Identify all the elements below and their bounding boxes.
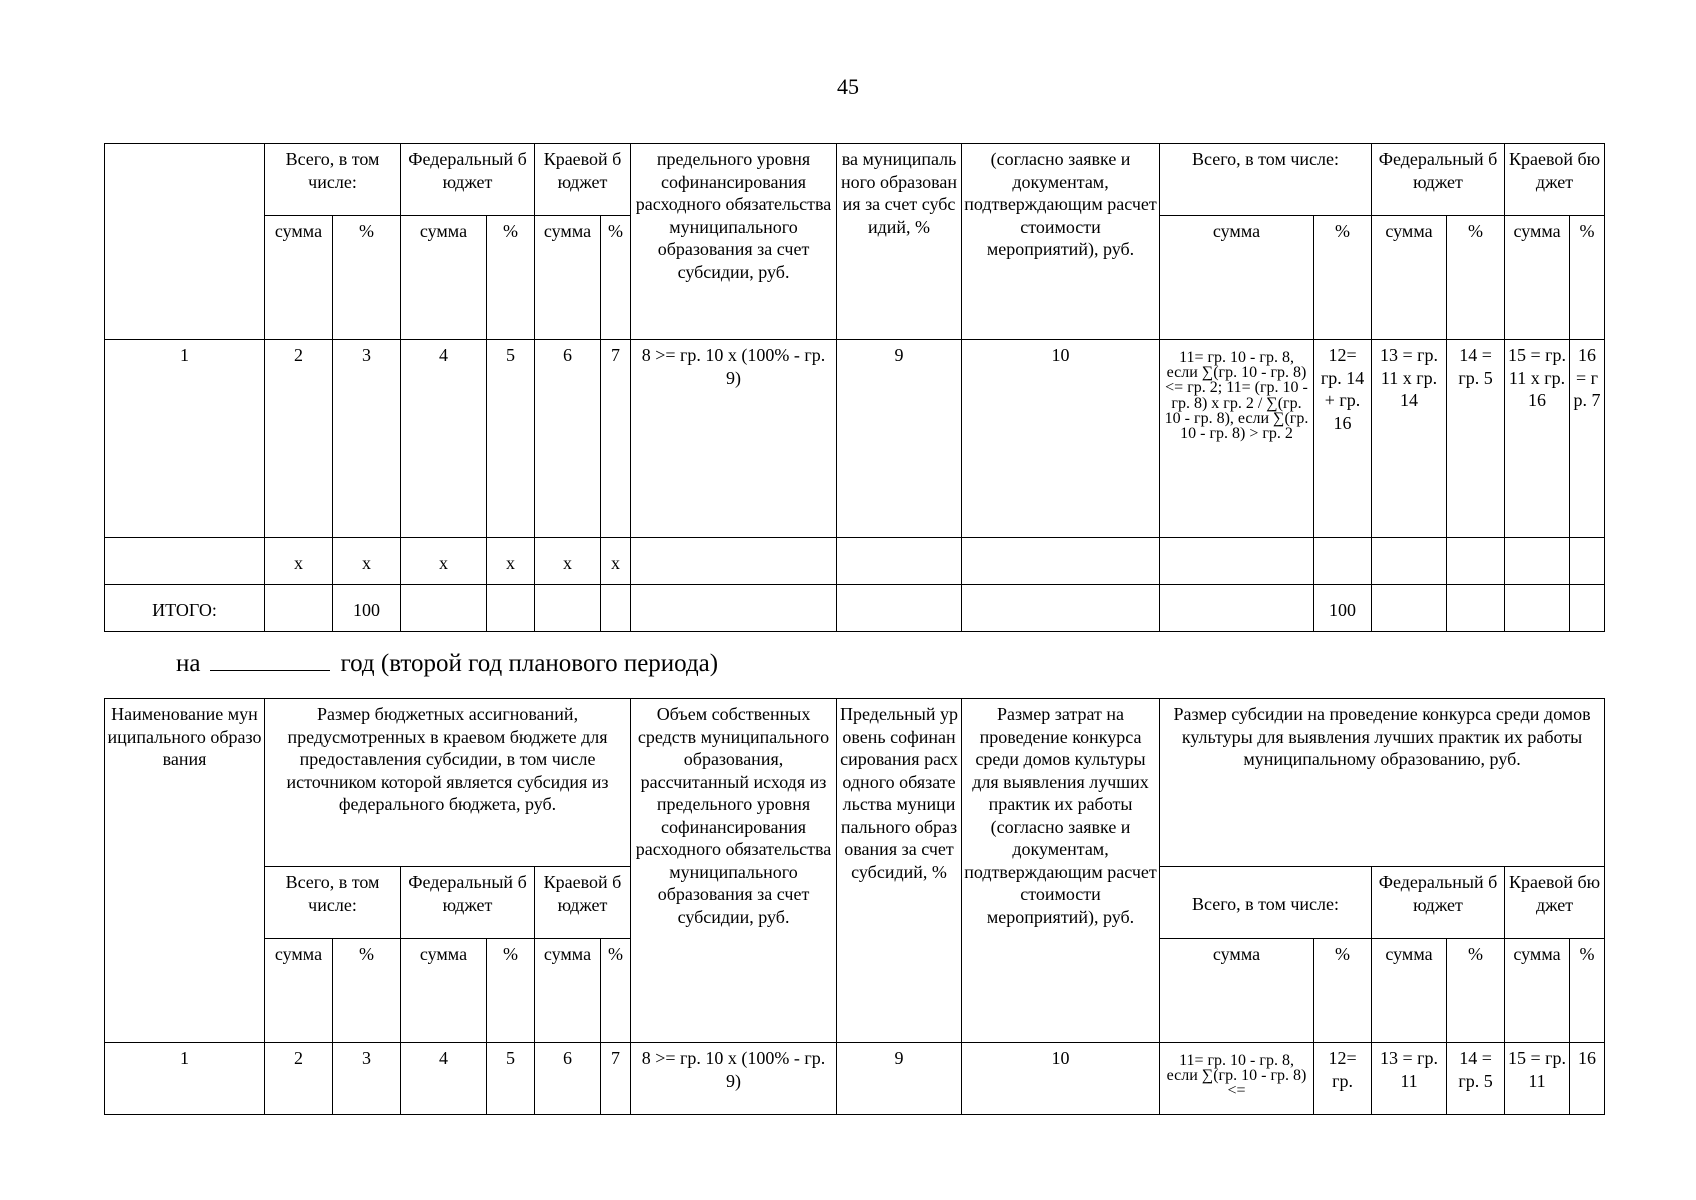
header-row-main <box>105 699 1605 867</box>
empty-cell <box>1160 585 1314 632</box>
percent-header: % <box>1570 939 1605 1043</box>
column-number: 2 <box>265 1043 333 1115</box>
column-formula: 16 = гр. 7 <box>1570 340 1605 538</box>
sum-header: сумма <box>1160 939 1314 1043</box>
percent-header: % <box>601 939 631 1043</box>
own-funds-header: предельного уровня софинансирования расходного обязательства муниципального образования за счет субсидии, руб. <box>631 144 837 340</box>
empty-cell <box>1570 585 1605 632</box>
column-formula: 12= гр. 14 + гр. 16 <box>1314 340 1372 538</box>
sum-header: сумма <box>265 939 333 1043</box>
section-title <box>176 648 718 678</box>
percent-header: % <box>333 939 401 1043</box>
column-number: 1 <box>105 1043 265 1115</box>
empty-cell <box>837 538 962 585</box>
x-mark: x <box>535 538 601 585</box>
total-percent-allocations: 100 <box>333 585 401 632</box>
column-number: 3 <box>333 1043 401 1115</box>
sum-header: сумма <box>1372 939 1447 1043</box>
empty-cell <box>1447 585 1505 632</box>
allocations-header: Размер бюджетных ассигнований, предусмотренных в краевом бюджете для предоставления субсидии, в том числе источником которой является субсидия из федерального бюджета, руб. <box>265 699 631 867</box>
own-funds-header: Объем собственных средств муниципального образования, рассчитанный исходя из предельного уровня софинансирования расходного обязательства муниципального образования за счет субсидии, руб. <box>631 699 837 1043</box>
allocations-total-header: Всего, в том числе: <box>265 867 401 939</box>
empty-cell <box>1505 538 1570 585</box>
header-row-groups <box>105 144 1605 216</box>
column-number: 2 <box>265 340 333 538</box>
column-formula: 16 <box>1570 1043 1605 1115</box>
sum-header: сумма <box>535 939 601 1043</box>
percent-header: % <box>1447 939 1505 1043</box>
total-percent-subsidy: 100 <box>1314 585 1372 632</box>
column-number: 10 <box>962 1043 1160 1115</box>
percent-header: % <box>1314 939 1372 1043</box>
allocations-federal-header: Федеральный бюджет <box>401 144 535 216</box>
allocations-regional-header: Краевой бюджет <box>535 867 631 939</box>
year-blank-line <box>210 648 330 671</box>
allocations-total-header: Всего, в том числе: <box>265 144 401 216</box>
empty-cell <box>1372 538 1447 585</box>
subsidy-total-header: Всего, в том числе: <box>1160 144 1372 216</box>
column-formula: 15 = гр. 11 x гр. 16 <box>1505 340 1570 538</box>
sum-header: сумма <box>1505 216 1570 340</box>
column-formula: 14 = гр. 5 <box>1447 340 1505 538</box>
empty-cell <box>1570 538 1605 585</box>
empty-cell <box>631 538 837 585</box>
column-number: 7 <box>601 1043 631 1115</box>
empty-cell <box>1372 585 1447 632</box>
section-title-prefix: на <box>176 650 201 677</box>
column-number: 9 <box>837 1043 962 1115</box>
cofinancing-level-header: Предельный уровень софинансирования расходного обязательства муниципального образования за счет субсидий, % <box>837 699 962 1043</box>
x-mark: x <box>487 538 535 585</box>
column-number: 6 <box>535 1043 601 1115</box>
column-number: 5 <box>487 1043 535 1115</box>
column-formula: 8 >= гр. 10 x (100% - гр. 9) <box>631 340 837 538</box>
column-number: 3 <box>333 340 401 538</box>
column-number: 9 <box>837 340 962 538</box>
empty-cell <box>962 538 1160 585</box>
subsidy-header: Размер субсидии на проведение конкурса среди домов культуры для выявления лучших практик их работы муниципальному образованию, руб. <box>1160 699 1605 867</box>
percent-header: % <box>601 216 631 340</box>
column-formula: 14 = гр. 5 <box>1447 1043 1505 1115</box>
empty-cell <box>631 585 837 632</box>
column-formula: 8 >= гр. 10 x (100% - гр. 9) <box>631 1043 837 1115</box>
x-marks-row <box>105 538 1605 585</box>
column-numbers-row <box>105 340 1605 538</box>
percent-header: % <box>333 216 401 340</box>
percent-header: % <box>1447 216 1505 340</box>
total-label: ИТОГО: <box>105 585 265 632</box>
subsidy-regional-header: Краевой бюджет <box>1505 144 1605 216</box>
column-number: 7 <box>601 340 631 538</box>
empty-cell <box>601 585 631 632</box>
column-number: 1 <box>105 340 265 538</box>
subsidy-table-first-year <box>104 143 1605 632</box>
empty-cell <box>1314 538 1372 585</box>
page-number: 45 <box>837 74 859 99</box>
x-mark: x <box>601 538 631 585</box>
subsidy-federal-header: Федеральный бюджет <box>1372 867 1505 939</box>
percent-header: % <box>487 216 535 340</box>
sum-header: сумма <box>1372 216 1447 340</box>
municipality-header: Наименование муниципального образования <box>105 699 265 1043</box>
percent-header: % <box>1570 216 1605 340</box>
column-number: 4 <box>401 1043 487 1115</box>
column-formula: 11= гр. 10 - гр. 8, если ∑(гр. 10 - гр. 8) <= гр. 2; 11= (гр. 10 - гр. 8) x гр. 2 / ∑(гр. 10 - гр. 8), если ∑(гр. 10 - гр. 8) > гр. 2 <box>1160 340 1314 538</box>
column-number: 6 <box>535 340 601 538</box>
x-mark: x <box>265 538 333 585</box>
column-number: 10 <box>962 340 1160 538</box>
empty-cell <box>105 538 265 585</box>
sum-header: сумма <box>401 939 487 1043</box>
column-formula: 15 = гр. 11 <box>1505 1043 1570 1115</box>
sum-header: сумма <box>535 216 601 340</box>
subsidy-regional-header: Краевой бюджет <box>1505 867 1605 939</box>
allocations-federal-header: Федеральный бюджет <box>401 867 535 939</box>
column-formula: 11= гр. 10 - гр. 8, если ∑(гр. 10 - гр. 8) <= <box>1160 1043 1314 1115</box>
empty-cell <box>265 585 333 632</box>
empty-cell <box>1160 538 1314 585</box>
section-title-suffix: год (второй год планового периода) <box>340 650 719 677</box>
column-number: 4 <box>401 340 487 538</box>
column-formula: 13 = гр. 11 <box>1372 1043 1447 1115</box>
total-row <box>105 585 1605 632</box>
costs-header: (согласно заявке и документам, подтверждающим расчет стоимости мероприятий), руб. <box>962 144 1160 340</box>
column-numbers-row <box>105 1043 1605 1115</box>
x-mark: x <box>401 538 487 585</box>
percent-header: % <box>487 939 535 1043</box>
municipality-header-cell <box>105 144 265 340</box>
column-formula: 13 = гр. 11 x гр. 14 <box>1372 340 1447 538</box>
sum-header: сумма <box>1505 939 1570 1043</box>
sum-header: сумма <box>401 216 487 340</box>
sum-header: сумма <box>1160 216 1314 340</box>
empty-cell <box>962 585 1160 632</box>
empty-cell <box>401 585 487 632</box>
costs-header: Размер затрат на проведение конкурса среди домов культуры для выявления лучших практик их работы (согласно заявке и документам, подтверждающим расчет стоимости мероприятий), руб. <box>962 699 1160 1043</box>
empty-cell <box>1447 538 1505 585</box>
sum-header: сумма <box>265 216 333 340</box>
subsidy-total-header: Всего, в том числе: <box>1160 867 1372 939</box>
empty-cell <box>487 585 535 632</box>
cofinancing-level-header: ва муниципального образования за счет субсидий, % <box>837 144 962 340</box>
column-formula: 12= гр. <box>1314 1043 1372 1115</box>
column-number: 5 <box>487 340 535 538</box>
subsidy-table-second-year <box>104 698 1605 1115</box>
subsidy-federal-header: Федеральный бюджет <box>1372 144 1505 216</box>
empty-cell <box>535 585 601 632</box>
allocations-regional-header: Краевой бюджет <box>535 144 631 216</box>
percent-header: % <box>1314 216 1372 340</box>
empty-cell <box>837 585 962 632</box>
x-mark: x <box>333 538 401 585</box>
empty-cell <box>1505 585 1570 632</box>
